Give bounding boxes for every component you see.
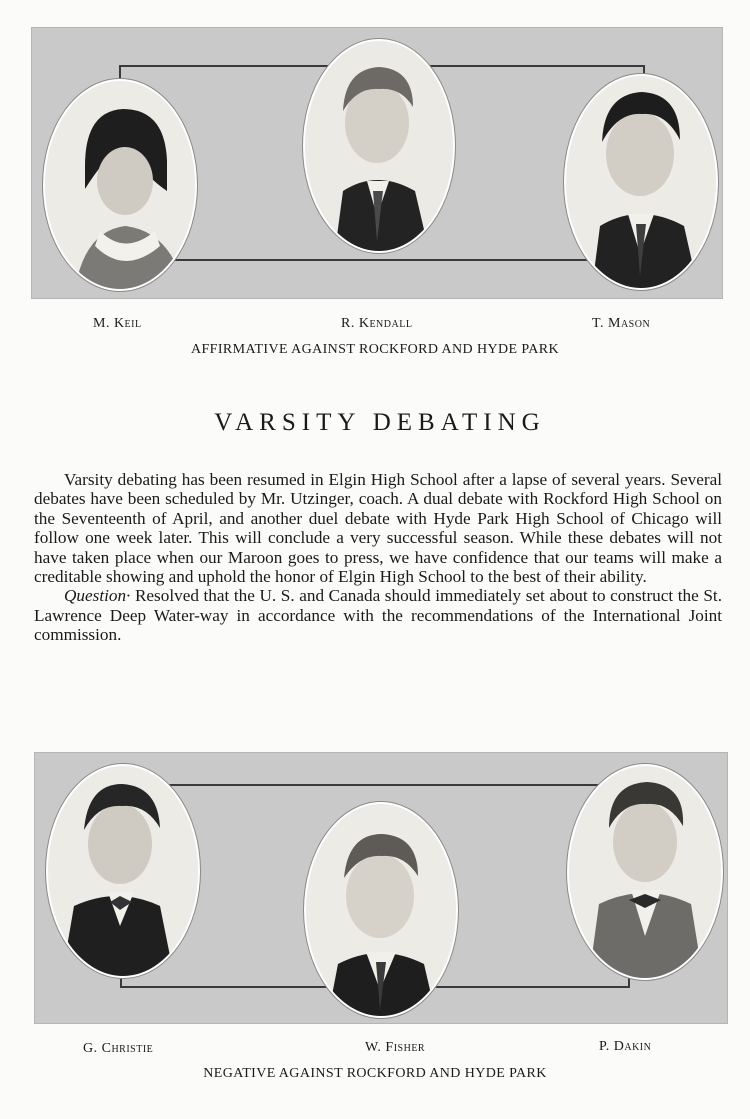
portrait-dakin: [567, 764, 723, 980]
article-body: [34, 470, 722, 645]
name-christie: G. Christie: [83, 1041, 154, 1056]
portrait-kendall-image: [305, 41, 453, 251]
name-kendall: R. Kendall: [341, 316, 413, 331]
portrait-dakin-image: [569, 766, 721, 978]
name-dakin: P. Dakin: [599, 1039, 652, 1054]
portrait-keil: [43, 79, 197, 291]
portrait-mason-image: [566, 76, 716, 288]
negative-caption: NEGATIVE AGAINST ROCKFORD AND HYDE PARK: [203, 1066, 547, 1081]
portrait-fisher: [304, 802, 458, 1018]
article-paragraph: Varsity debating has been resumed in Elgin High School after a lapse of several years. Several debates have been scheduled by Mr. Utzinger, coach. A dual debate with Rockford High School on the Seventeenth of April, and another duel debate with Hyde Park High School of Chicago will follow one week later. This will conclude a very successful season. While these debates will not have taken place when our Maroon goes to press, we have confidence that our teams will make a creditable showing and uphold the honor of Elgin High School to the best of their ability.: [34, 470, 722, 587]
affirmative-caption: AFFIRMATIVE AGAINST ROCKFORD AND HYDE PARK: [190, 342, 560, 357]
name-mason: T. Mason: [592, 316, 651, 331]
name-fisher: W. Fisher: [365, 1040, 426, 1055]
portrait-christie: [46, 764, 200, 978]
page-title: VARSITY DEBATING: [214, 409, 546, 436]
question-label: Question·: [64, 586, 131, 606]
portrait-fisher-image: [306, 804, 456, 1016]
portrait-keil-image: [45, 81, 195, 289]
affirmative-photo-panel: [31, 27, 723, 299]
question-paragraph: [34, 586, 722, 644]
name-keil: M. Keil: [93, 316, 142, 331]
portrait-kendall: [303, 39, 455, 253]
negative-photo-panel: [34, 752, 728, 1024]
question-text: Resolved that the U. S. and Canada should immediately set about to construct the St. Lawrence Deep Water-way in accordance with the recommendations of the International Joint commission.: [34, 586, 722, 645]
portrait-christie-image: [48, 766, 198, 976]
portrait-mason: [564, 74, 718, 290]
